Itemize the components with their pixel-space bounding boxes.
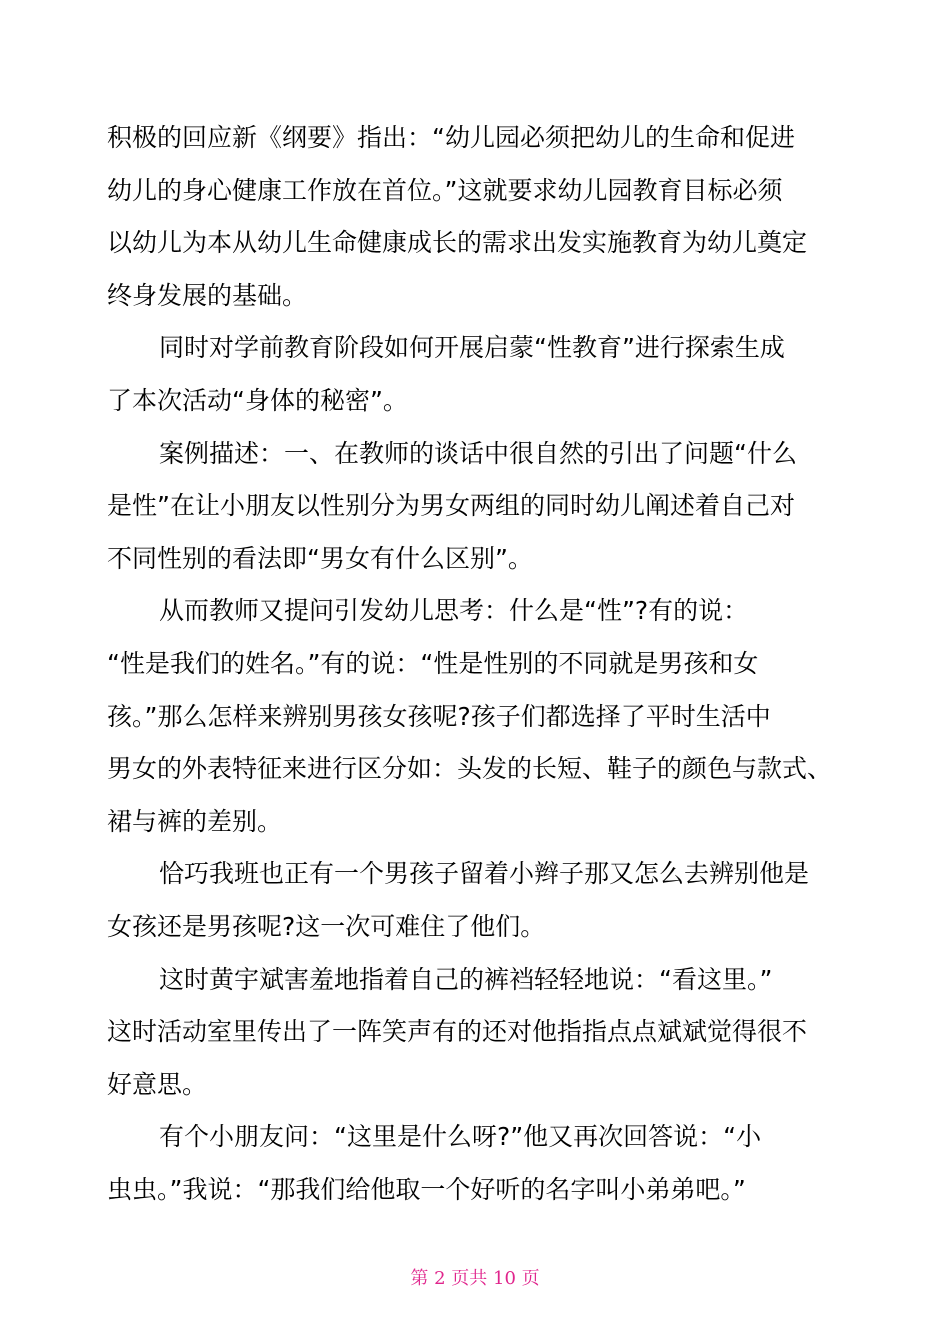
text-line: 孩。”那么怎样来辨别男孩女孩呢?孩子们都选择了平时生活中 xyxy=(107,701,771,731)
text-line: 这时活动室里传出了一阵笑声有的还对他指指点点斌斌觉得很不 xyxy=(107,1017,808,1047)
text-line: 男女的外表特征来进行区分如：头发的长短、鞋子的颜色与款式、 xyxy=(107,754,833,784)
text-line: 不同性别的看法即“男女有什么区别”。 xyxy=(107,543,533,573)
paragraph-first-line: 恰巧我班也正有一个男孩子留着小辫子那又怎么去辨别他是 xyxy=(159,859,810,889)
paragraph-first-line: 案例描述：一、在教师的谈话中很自然的引出了问题“什么 xyxy=(159,438,797,468)
text-line: 女孩还是男孩呢?这一次可难住了他们。 xyxy=(107,911,546,941)
text-line: 裙与裤的差别。 xyxy=(107,806,283,836)
text-line: 以幼儿为本从幼儿生命健康成长的需求出发实施教育为幼儿奠定 xyxy=(107,228,808,258)
text-line: 好意思。 xyxy=(107,1069,208,1099)
paragraph-first-line: 从而教师又提问引发幼儿思考：什么是“性”?有的说： xyxy=(159,596,749,626)
text-line: 积极的回应新《纲要》指出：“幼儿园必须把幼儿的生命和促进 xyxy=(107,123,795,152)
paragraph-first-line: 同时对学前教育阶段如何开展启蒙“性教育”进行探索生成 xyxy=(159,333,785,363)
text-line: “性是我们的姓名。”有的说：“性是性别的不同就是男孩和女 xyxy=(107,648,759,678)
text-line: 了本次活动“身体的秘密”。 xyxy=(107,385,408,415)
text-line: 虫虫。”我说：“那我们给他取一个好听的名字叫小弟弟吧。” xyxy=(107,1174,746,1204)
page-number-footer: 第 2 页共 10 页 xyxy=(410,1268,540,1289)
paragraph-first-line: 有个小朋友问：“这里是什么呀?”他又再次回答说：“小 xyxy=(159,1122,762,1152)
document-body xyxy=(107,112,847,1216)
paragraph-first-line: 这时黄宇斌害羞地指着自己的裤裆轻轻地说：“看这里。” xyxy=(159,964,773,994)
text-line: 幼儿的身心健康工作放在首位。”这就要求幼儿园教育目标必须 xyxy=(107,175,783,205)
text-line: 是性”在让小朋友以性别分为男女两组的同时幼儿阐述着自己对 xyxy=(107,491,795,521)
text-line: 终身发展的基础。 xyxy=(107,280,308,310)
